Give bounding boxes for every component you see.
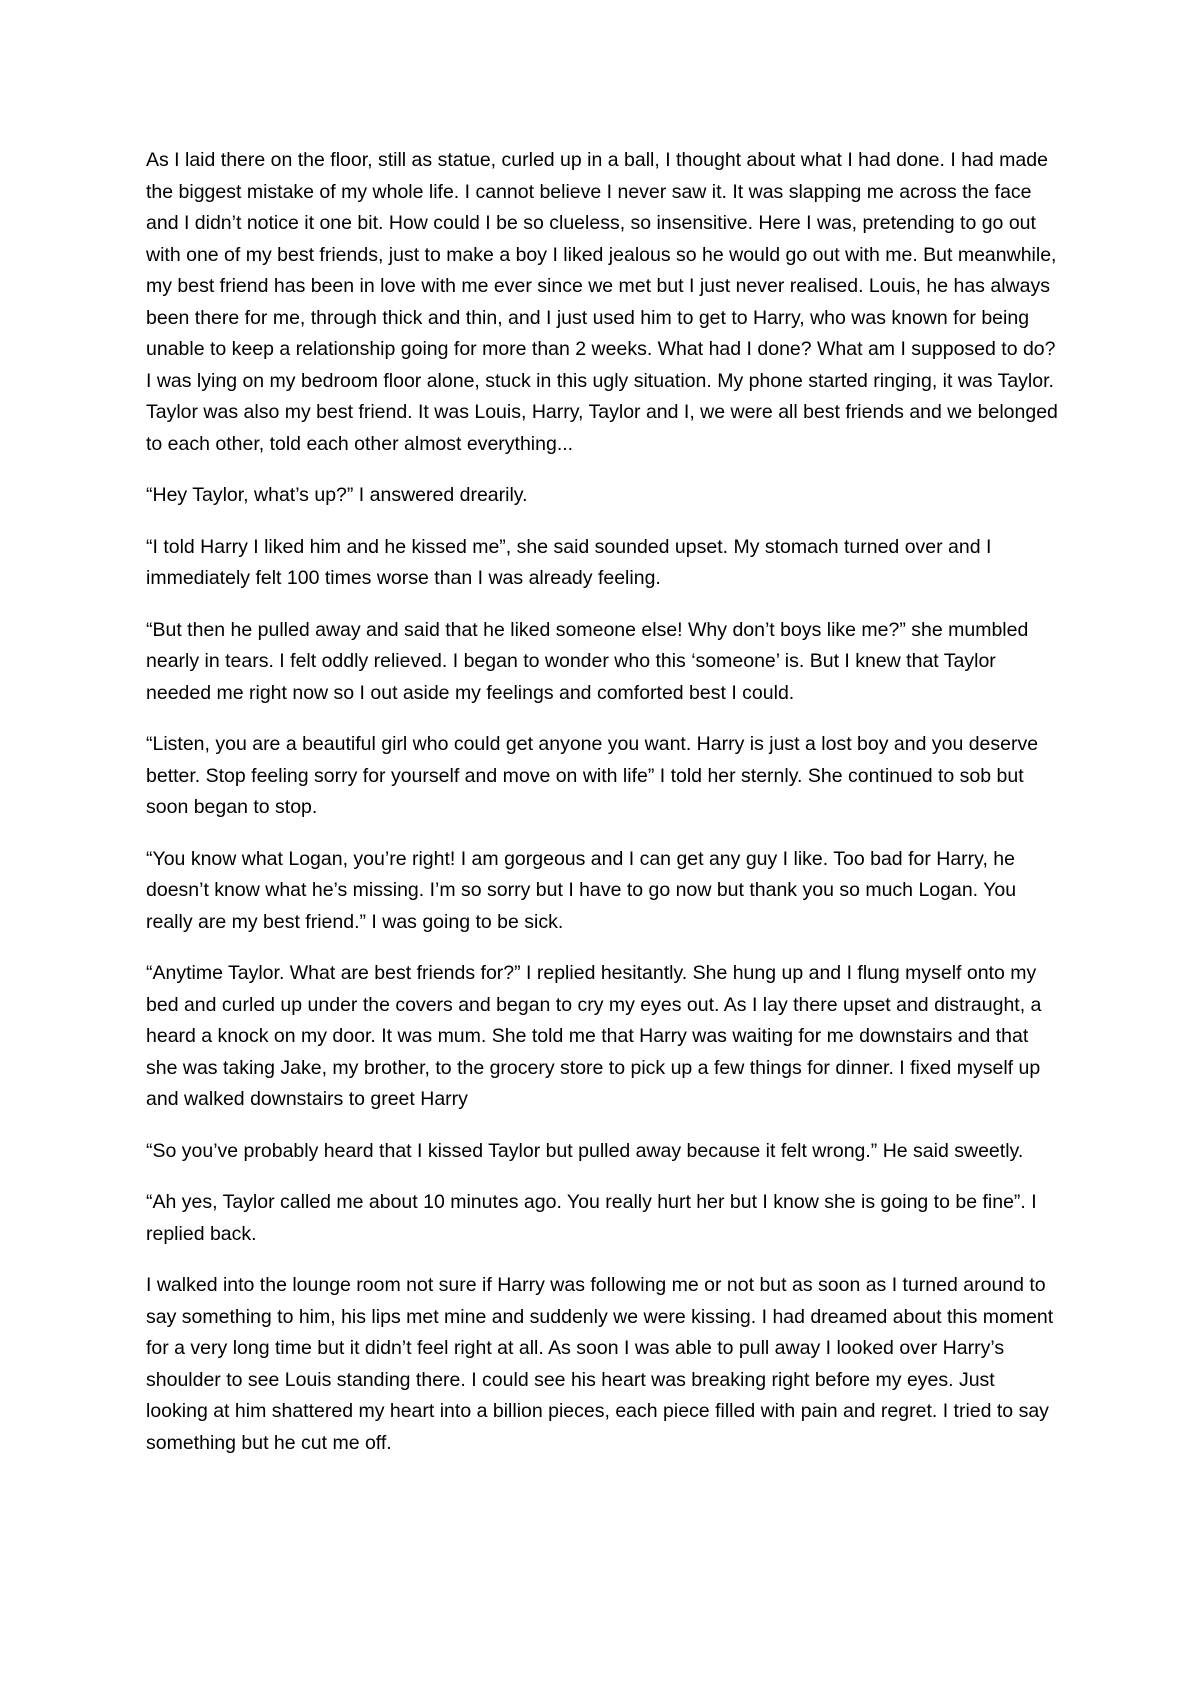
paragraph-7: “Anytime Taylor. What are best friends for?” I replied hesitantly. She hung up and I flung myself onto my bed and curled up under the covers and began to cry my eyes out. As I lay there upset and distraught, a heard a knock on my door. It was mum. She told me that Harry was waiting for me downstairs and that she was taking Jake, my brother, to the grocery store to pick up a few things for dinner. I fixed myself up and walked downstairs to greet Harry (146, 962, 1042, 1110)
paragraph-9: “Ah yes, Taylor called me about 10 minutes ago. You really hurt her but I know she is going to be fine”. I replied back. (146, 1191, 1037, 1245)
paragraph-3: “I told Harry I liked him and he kissed me”, she said sounded upset. My stomach turned over and I immediately felt 100 times worse than I was already feeling. (146, 535, 992, 589)
paragraph-10: I walked into the lounge room not sure if Harry was following me or not but as soon as I turned around to say something to him, his lips met mine and suddenly we were kissing. I had dreamed about this moment for a very long time but it didn’t feel right at all. As soon I was able to pull away I looked over Harry’s shoulder to see Louis standing there. I could see his heart was breaking right before my eyes. Just looking at him shattered my heart into a billion pieces, each piece filled with pain and regret. I tried to say something but he cut me off. (146, 1274, 1054, 1454)
paragraph-1: As I laid there on the floor, still as statue, curled up in a ball, I thought about what I had done. I had made the biggest mistake of my whole life. I cannot believe I never saw it. It was slapping me across the face and I didn’t notice it one bit. How could I be so clueless, so insensitive. Here I was, pretending to go out with one of my best friends, just to make a boy I liked jealous so he would go out with me. But meanwhile, my best friend has been in love with me ever since we met but I just never realised. Louis, he has always been there for me, through thick and thin, and I just used him to get to Harry, who was known for being unable to keep a relationship going for more than 2 weeks. What had I done? What am I supposed to do? I was lying on my bedroom floor alone, stuck in this ugly situation. My phone started ringing, it was Taylor. Taylor was also my best friend. It was Louis, Harry, Taylor and I, we were all best friends and we belonged to each other, told each other almost everything... (146, 149, 1058, 455)
paragraph-2: “Hey Taylor, what’s up?” I answered drearily. (146, 484, 528, 506)
paragraph-5: “Listen, you are a beautiful girl who could get anyone you want. Harry is just a lost boy and you deserve better. Stop feeling sorry for yourself and move on with life” I told her sternly. She continued to sob but soon began to stop. (146, 733, 1039, 818)
document-body (146, 145, 1060, 1459)
paragraph-4: “But then he pulled away and said that he liked someone else! Why don’t boys like me?” she mumbled nearly in tears. I felt oddly relieved. I began to wonder who this ‘someone’ is. But I knew that Taylor needed me right now so I out aside my feelings and comforted best I could. (146, 618, 1029, 704)
paragraph-6: “You know what Logan, you’re right! I am gorgeous and I can get any guy I like. Too bad for Harry, he doesn’t know what he’s missing. I’m so sorry but I have to go now but thank you so much Logan. You really are my best friend.” I was going to be sick. (146, 847, 1017, 933)
paragraph-8: “So you’ve probably heard that I kissed Taylor but pulled away because it felt wrong.” He said sweetly. (146, 1139, 1024, 1162)
